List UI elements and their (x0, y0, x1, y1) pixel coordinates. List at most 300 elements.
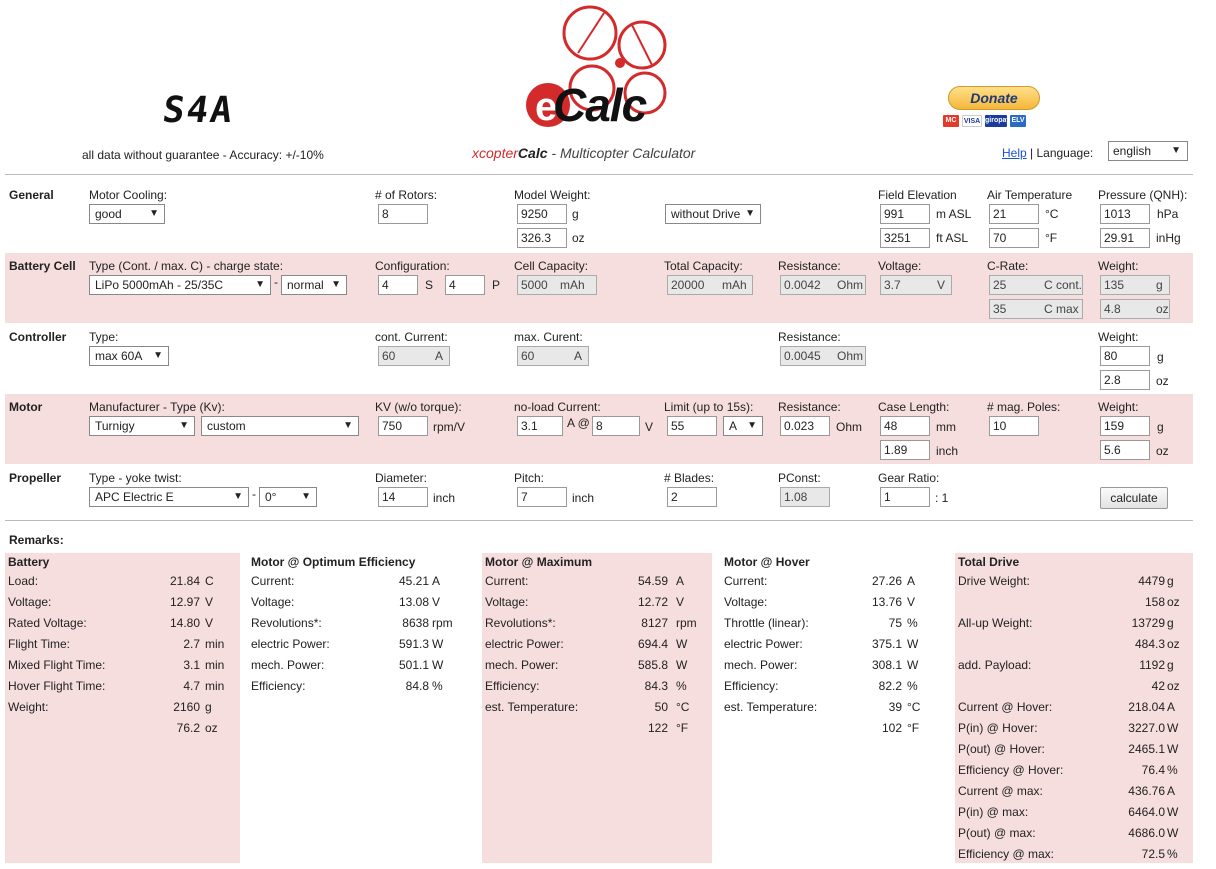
propeller-type-select[interactable]: APC Electric E ▼ (89, 487, 249, 507)
battery-voltage-field: 3.7 V (880, 275, 952, 295)
result-row (5, 571, 240, 592)
chevron-down-icon: ▼ (747, 420, 757, 431)
battery-results (5, 553, 240, 863)
result-unit: W (907, 658, 919, 672)
result-label: Voltage: (8, 595, 52, 609)
rotors-input[interactable]: 8 (378, 204, 428, 224)
giropay-icon: giropay (985, 115, 1007, 127)
result-value: 694.4 (637, 637, 668, 651)
result-unit: W (676, 637, 688, 651)
result-value: 39 (888, 700, 902, 714)
pitch-input[interactable]: 7 (517, 487, 567, 507)
chevron-down-icon: ▼ (179, 420, 189, 431)
result-row (5, 718, 240, 739)
result-label: Revolutions*: (251, 616, 322, 630)
result-row (721, 571, 946, 592)
result-label: Voltage: (251, 595, 295, 609)
hover-results (721, 553, 946, 863)
result-row (721, 697, 946, 718)
result-row (482, 613, 712, 634)
result-value: 375.1 (871, 637, 902, 651)
elv-icon: ELV (1010, 115, 1026, 127)
noload-voltage-input[interactable]: 8 (592, 416, 640, 436)
elevation-m-input[interactable]: 991 (880, 204, 930, 224)
air-temp-c-input[interactable]: 21 (989, 204, 1039, 224)
result-value: 3.1 (183, 658, 200, 672)
unit-label: inHg (1156, 231, 1181, 245)
result-label: mech. Power: (724, 658, 798, 672)
battery-type-label: Type (Cont. / max. C) - charge state: (89, 259, 284, 273)
section-title: Battery Cell (9, 259, 76, 273)
result-row (721, 718, 946, 739)
remarks-label: Remarks: (9, 533, 64, 547)
air-temperature-label: Air Temperature (987, 188, 1073, 202)
controller-type-label: Type: (89, 330, 119, 344)
result-label: Efficiency: (485, 679, 540, 693)
battery-weight-oz-field: 4.8 oz (1100, 299, 1170, 319)
result-label: Efficiency @ max: (958, 847, 1054, 861)
c-rate-cont-field: 25 C cont. (989, 275, 1083, 295)
pressure-hpa-input[interactable]: 1013 (1100, 204, 1150, 224)
disclaimer-text: all data without guarantee - Accuracy: +/-10% (82, 148, 324, 162)
result-unit: g (1167, 658, 1174, 672)
result-value: 14.80 (169, 616, 200, 630)
logo-text: Calc (553, 79, 647, 131)
chevron-down-icon: ▼ (1171, 145, 1181, 156)
noload-current-input[interactable]: 3.1 (517, 416, 563, 436)
unit-label: °F (1045, 231, 1058, 245)
result-value: 76.4 (1141, 763, 1165, 777)
result-row (5, 592, 240, 613)
result-unit: V (432, 595, 441, 609)
unit-label: P (492, 278, 501, 292)
result-row (248, 592, 473, 613)
motor-manufacturer-select[interactable]: Turnigy ▼ (89, 416, 195, 436)
results-title: Motor @ Hover (724, 555, 810, 569)
unit-label: S (425, 278, 434, 292)
result-unit: min (205, 679, 225, 693)
result-label: P(in) @ max: (958, 805, 1029, 819)
result-unit: V (676, 595, 685, 609)
svg-text:e: e (535, 85, 558, 129)
air-temp-f-input[interactable]: 70 (989, 228, 1039, 248)
unit-label: : 1 (935, 491, 949, 505)
result-value: 6464.0 (1128, 805, 1165, 819)
elevation-ft-input[interactable]: 3251 (880, 228, 930, 248)
result-row (955, 844, 1193, 865)
motor-resistance-input[interactable]: 0.023 (780, 416, 830, 436)
result-value: 72.5 (1141, 847, 1165, 861)
result-unit: % (676, 679, 687, 693)
result-label: Drive Weight: (958, 574, 1030, 588)
chevron-down-icon: ▼ (233, 491, 243, 502)
chevron-down-icon: ▼ (255, 279, 265, 290)
unit-label: m ASL (936, 207, 972, 221)
result-value: 8127 (641, 616, 668, 630)
result-value: 4686.0 (1128, 826, 1165, 840)
section-title: General (9, 188, 54, 202)
separator: - (274, 275, 278, 289)
field-elevation-label: Field Elevation (878, 188, 957, 202)
controller-weight-oz-input[interactable]: 2.8 (1100, 370, 1150, 390)
result-row (955, 718, 1193, 739)
result-row (482, 634, 712, 655)
chevron-down-icon: ▼ (331, 279, 341, 290)
result-row (955, 739, 1193, 760)
result-value: 12.72 (637, 595, 668, 609)
diameter-input[interactable]: 14 (378, 487, 428, 507)
unit-label: ft ASL (936, 231, 969, 245)
result-value: 84.3 (644, 679, 668, 693)
result-unit: % (907, 679, 918, 693)
case-length-inch-input[interactable]: 1.89 (880, 440, 930, 460)
config-s-input[interactable]: 4 (378, 275, 418, 295)
result-label: Revolutions*: (485, 616, 556, 630)
battery-weight-g-field: 135 g (1100, 275, 1170, 295)
result-value: 84.8 (405, 679, 429, 693)
result-row (5, 676, 240, 697)
page-subtitle: xcopterCalc - Multicopter Calculator (472, 145, 696, 161)
kv-input[interactable]: 750 (378, 416, 428, 436)
model-weight-label: Model Weight: (514, 188, 591, 202)
result-unit: min (205, 637, 225, 651)
result-row (955, 592, 1193, 613)
limit-unit-select[interactable]: A ▼ (723, 416, 763, 436)
unit-label: g (1157, 420, 1164, 434)
noload-current-label: no-load Current: (514, 400, 601, 414)
calculate-button[interactable]: calculate (1100, 487, 1168, 509)
result-label: electric Power: (251, 637, 330, 651)
unit-label: inch (936, 444, 959, 458)
weight-label: Weight: (1098, 330, 1139, 344)
result-label: Efficiency @ Hover: (958, 763, 1064, 777)
result-label: mech. Power: (485, 658, 559, 672)
result-unit: oz (1167, 637, 1180, 651)
help-link[interactable]: Help (1002, 146, 1027, 160)
result-value: 4479 (1138, 574, 1165, 588)
result-row (482, 655, 712, 676)
mastercard-icon: MC (943, 115, 959, 127)
limit-input[interactable]: 55 (667, 416, 717, 436)
divider (5, 174, 1193, 175)
result-value: 585.8 (637, 658, 668, 672)
kv-label: KV (w/o torque): (375, 400, 462, 414)
case-length-label: Case Length: (878, 400, 950, 414)
help-language-bar: Help | Language: (1002, 146, 1094, 160)
motor-manufacturer-label: Manufacturer - Type (Kv): (89, 400, 225, 414)
result-value: 82.2 (878, 679, 902, 693)
result-row (955, 697, 1193, 718)
result-unit: °C (676, 700, 690, 714)
pconst-field: 1.08 (780, 487, 830, 507)
result-row (955, 676, 1193, 697)
results-rows (5, 571, 240, 739)
pconst-label: PConst: (778, 471, 821, 485)
pressure-label: Pressure (QNH): (1098, 188, 1188, 202)
mag-poles-input[interactable]: 10 (989, 416, 1039, 436)
result-value: 42 (1151, 679, 1165, 693)
config-p-input[interactable]: 4 (445, 275, 485, 295)
result-row (248, 613, 473, 634)
result-row (482, 571, 712, 592)
separator: - (252, 487, 256, 501)
result-unit: W (907, 637, 919, 651)
blades-label: # Blades: (664, 471, 715, 485)
c-rate-label: C-Rate: (987, 259, 1029, 273)
unit-label: A @ (567, 416, 590, 430)
total-drive-results (955, 553, 1193, 863)
resistance-label: Resistance: (778, 400, 841, 414)
result-label: electric Power: (485, 637, 564, 651)
motor-cooling-label: Motor Cooling: (89, 188, 168, 202)
result-value: 13729 (1131, 616, 1165, 630)
result-label: Flight Time: (8, 637, 71, 651)
result-unit: A (432, 574, 441, 588)
result-label: Efficiency: (251, 679, 306, 693)
yoke-twist-select[interactable]: 0° ▼ (259, 487, 317, 507)
result-value: 75 (888, 616, 902, 630)
result-label: est. Temperature: (485, 700, 579, 714)
result-row (248, 655, 473, 676)
result-row (5, 655, 240, 676)
unit-label: V (645, 420, 654, 434)
result-value: 13.08 (398, 595, 429, 609)
charge-state-select[interactable]: normal ▼ (281, 275, 347, 295)
cont-current-label: cont. Current: (375, 330, 448, 344)
result-label: Current: (251, 574, 295, 588)
results-rows (248, 571, 473, 697)
result-unit: W (1167, 742, 1179, 756)
result-unit: W (432, 637, 444, 651)
result-unit: W (1167, 805, 1179, 819)
motor-section (5, 394, 1193, 464)
result-value: 12.97 (169, 595, 200, 609)
result-label: Current @ Hover: (958, 700, 1053, 714)
visa-icon: VISA (962, 115, 982, 127)
result-value: 8638 (402, 616, 429, 630)
divider (5, 520, 1193, 521)
result-row (5, 634, 240, 655)
result-value: 102 (881, 721, 902, 735)
result-value: 308.1 (871, 658, 902, 672)
result-unit: g (205, 700, 212, 714)
result-value: 3227.0 (1128, 721, 1165, 735)
result-value: 158 (1144, 595, 1165, 609)
result-unit: A (676, 574, 685, 588)
unit-label: oz (1156, 444, 1169, 458)
result-unit: A (1167, 784, 1176, 798)
chevron-down-icon: ▼ (745, 208, 755, 219)
result-label: Hover Flight Time: (8, 679, 106, 693)
result-row (721, 592, 946, 613)
result-unit: rpm (432, 616, 453, 630)
model-weight-oz-input[interactable]: 326.3 (517, 228, 567, 248)
language-select[interactable]: english ▼ (1108, 141, 1188, 161)
gear-ratio-input[interactable]: 1 (880, 487, 930, 507)
result-unit: V (205, 616, 214, 630)
result-unit: g (1167, 616, 1174, 630)
result-label: Weight: (8, 700, 49, 714)
controller-weight-g-input[interactable]: 80 (1100, 346, 1150, 366)
unit-label: inch (433, 491, 456, 505)
result-label: mech. Power: (251, 658, 325, 672)
result-unit: rpm (676, 616, 697, 630)
rotors-label: # of Rotors: (375, 188, 438, 202)
max-current-label: max. Curent: (514, 330, 583, 344)
result-row (482, 592, 712, 613)
pressure-inhg-input[interactable]: 29.91 (1100, 228, 1150, 248)
result-row (248, 571, 473, 592)
results-rows (955, 571, 1193, 865)
result-label: add. Payload: (958, 658, 1032, 672)
result-value: 21.84 (169, 574, 200, 588)
motor-weight-oz-input[interactable]: 5.6 (1100, 440, 1150, 460)
controller-section (5, 323, 1193, 393)
controller-type-select[interactable]: max 60A ▼ (89, 346, 169, 366)
result-unit: W (1167, 721, 1179, 735)
cell-capacity-field: 5000 mAh (517, 275, 597, 295)
general-section (5, 180, 1193, 252)
result-value: 484.3 (1134, 637, 1165, 651)
result-label: Voltage: (724, 595, 768, 609)
results-title: Motor @ Optimum Efficiency (251, 555, 416, 569)
unit-label: mm (936, 420, 956, 434)
result-label: Voltage: (485, 595, 529, 609)
unit-label: rpm/V (433, 420, 466, 434)
result-value: 501.1 (398, 658, 429, 672)
result-unit: A (907, 574, 916, 588)
result-unit: V (907, 595, 916, 609)
result-value: 218.04 (1128, 700, 1165, 714)
result-unit: A (1167, 700, 1176, 714)
result-value: 2.7 (183, 637, 200, 651)
result-value: 45.21 (398, 574, 429, 588)
mag-poles-label: # mag. Poles: (987, 400, 1061, 414)
chevron-down-icon: ▼ (153, 350, 163, 361)
cell-capacity-label: Cell Capacity: (514, 259, 589, 273)
result-row (955, 634, 1193, 655)
result-row (955, 823, 1193, 844)
motor-type-select[interactable]: custom ▼ (201, 416, 359, 436)
limit-label: Limit (up to 15s): (664, 400, 754, 414)
battery-cell-section (5, 253, 1193, 323)
configuration-label: Configuration: (375, 259, 450, 273)
result-value: 54.59 (637, 574, 668, 588)
motor-cooling-select[interactable]: good ▼ (89, 204, 165, 224)
result-unit: % (432, 679, 443, 693)
result-row (955, 655, 1193, 676)
section-title: Propeller (9, 471, 62, 485)
resistance-label: Resistance: (778, 330, 841, 344)
blades-input[interactable]: 2 (667, 487, 717, 507)
section-title: Motor (9, 400, 43, 414)
result-row (482, 697, 712, 718)
diameter-label: Diameter: (375, 471, 428, 485)
visitor-counter: S4A (160, 90, 237, 131)
result-label: Load: (8, 574, 39, 588)
donate-button[interactable]: Donate (948, 86, 1040, 110)
results-title: Motor @ Maximum (485, 555, 593, 569)
unit-label: g (572, 207, 579, 221)
result-unit: min (205, 658, 225, 672)
result-label: Current: (485, 574, 529, 588)
result-value: 122 (647, 721, 668, 735)
unit-label: °C (1045, 207, 1059, 221)
battery-type-select[interactable]: LiPo 5000mAh - 25/35C ▼ (89, 275, 271, 295)
c-rate-max-field: 35 C max (989, 299, 1083, 319)
result-row (482, 676, 712, 697)
result-value: 1192 (1139, 658, 1165, 672)
case-length-mm-input[interactable]: 48 (880, 416, 930, 436)
result-label: Rated Voltage: (8, 616, 87, 630)
chevron-down-icon: ▼ (149, 208, 159, 219)
result-row (955, 613, 1193, 634)
result-value: 50 (654, 700, 668, 714)
result-row (5, 613, 240, 634)
battery-resistance-field: 0.0042 Ohm (780, 275, 866, 295)
max-current-field: 60 A (517, 346, 589, 366)
result-label: electric Power: (724, 637, 803, 651)
model-weight-g-input[interactable]: 9250 (517, 204, 567, 224)
result-unit: % (1167, 763, 1178, 777)
result-unit: °F (907, 721, 920, 735)
result-label: Throttle (linear): (724, 616, 809, 630)
result-unit: C (205, 574, 214, 588)
result-label: Current: (724, 574, 768, 588)
result-value: 27.26 (871, 574, 902, 588)
section-title: Controller (9, 330, 67, 344)
propeller-type-label: Type - yoke twist: (89, 471, 182, 485)
results-rows (482, 571, 712, 739)
result-label: est. Temperature: (724, 700, 818, 714)
unit-label: oz (1156, 374, 1169, 388)
voltage-label: Voltage: (878, 259, 922, 273)
result-unit: W (432, 658, 444, 672)
chevron-down-icon: ▼ (301, 491, 311, 502)
result-row (955, 781, 1193, 802)
result-value: 13.76 (871, 595, 902, 609)
motor-weight-g-input[interactable]: 159 (1100, 416, 1150, 436)
result-value: 76.2 (176, 721, 200, 735)
result-value: 2160 (173, 700, 200, 714)
result-row (955, 571, 1193, 592)
result-value: 4.7 (183, 679, 200, 693)
drive-select[interactable]: without Drive ▼ (665, 204, 761, 224)
results-title: Battery (8, 555, 50, 569)
pitch-label: Pitch: (514, 471, 545, 485)
result-unit: % (907, 616, 918, 630)
cont-current-field: 60 A (378, 346, 450, 366)
result-row (721, 655, 946, 676)
weight-label: Weight: (1098, 400, 1139, 414)
results-rows (721, 571, 946, 739)
resistance-label: Resistance: (778, 259, 841, 273)
result-label: P(in) @ Hover: (958, 721, 1038, 735)
unit-label: g (1157, 350, 1164, 364)
unit-label: inch (572, 491, 595, 505)
result-unit: V (205, 595, 214, 609)
result-row (721, 634, 946, 655)
results-title: Total Drive (958, 555, 1020, 569)
result-row (955, 802, 1193, 823)
weight-label: Weight: (1098, 259, 1139, 273)
gear-ratio-label: Gear Ratio: (878, 471, 940, 485)
result-unit: °C (907, 700, 921, 714)
result-row (248, 634, 473, 655)
result-unit: oz (1167, 679, 1180, 693)
propeller-section (5, 465, 1193, 517)
result-row (248, 676, 473, 697)
